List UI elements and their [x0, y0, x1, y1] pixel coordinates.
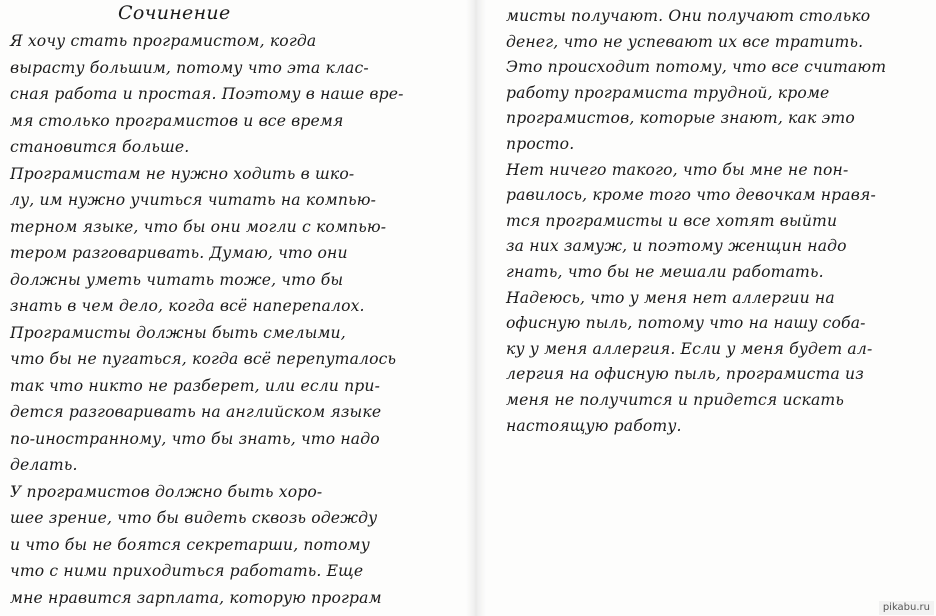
handwritten-line: тером разговаривать. Думаю, что они: [10, 244, 348, 262]
handwritten-line: Нет ничего такого, что бы мне не пон-: [506, 160, 849, 179]
handwritten-line: мя столько програмистов и все время: [10, 111, 344, 130]
handwritten-line: работу програмиста трудной, кроме: [506, 83, 830, 102]
handwritten-line: терном языке, что бы они могли с компью-: [10, 217, 387, 236]
handwritten-line: сная работа и простая. Поэтому в наше вре-: [10, 85, 404, 103]
right-column: [506, 0, 922, 600]
handwritten-line: по-иностранному, что бы знать, что надо: [10, 429, 380, 448]
essay-title: Сочинение: [118, 2, 231, 24]
handwritten-line: У програмистов должно быть хоро-: [10, 482, 323, 501]
handwritten-line: Програмистам не нужно ходить в шко-: [10, 164, 355, 183]
handwritten-line: Програмисты должны быть смелыми,: [10, 323, 346, 342]
left-column: [10, 0, 438, 607]
handwritten-line: мне нравится зарплата, которую програм: [10, 588, 382, 607]
left-column-lines: [10, 28, 404, 611]
handwritten-line: так что никто не разберет, или если при-: [10, 376, 381, 395]
handwritten-line: становится больше.: [10, 138, 190, 156]
handwritten-line: делать.: [10, 456, 78, 474]
handwritten-line: знать в чем дело, когда всё наперепалох.: [10, 297, 365, 315]
handwritten-line: меня не получится и придется искать: [506, 390, 845, 409]
right-column-lines: [506, 4, 886, 439]
handwritten-line: лергия на офисную пыль, програмиста из: [506, 365, 864, 384]
handwritten-line: Я хочу стать програмистом, когда: [10, 32, 317, 50]
handwritten-line: за них замуж, и поэтому женщин надо: [506, 237, 847, 256]
handwritten-line: програмистов, которые знают, как это: [506, 109, 855, 128]
handwritten-line: гнать, что бы не мешали работать.: [506, 262, 824, 281]
handwritten-line: должны уметь читать тоже, что бы: [10, 270, 344, 289]
handwritten-line: настоящую работу.: [506, 416, 682, 435]
handwritten-line: шее зрение, что бы видеть сквозь одежду: [10, 509, 378, 527]
handwritten-line: Надеюсь, что у меня нет аллергии на: [506, 288, 835, 307]
handwritten-line: мисты получают. Они получают столько: [506, 7, 871, 25]
handwritten-line: что бы не пугаться, когда всё перепуталось: [10, 350, 397, 368]
handwritten-line: лу, им нужно учиться читать на компью-: [10, 191, 377, 209]
watermark: pikabu.ru: [879, 601, 934, 615]
handwritten-line: просто.: [506, 134, 575, 153]
handwritten-line: дется разговаривать на английском языке: [10, 403, 382, 421]
handwritten-line: вырасту большим, потому что эта клас-: [10, 58, 369, 77]
handwritten-line: ку у меня аллергия. Если у меня будет ал-: [506, 339, 873, 358]
handwritten-line: что с ними приходиться работать. Еще: [10, 562, 364, 580]
handwritten-line: и что бы не боятся секретарши, потому: [10, 535, 370, 554]
handwritten-line: равилось, кроме того что девочкам нравя-: [506, 186, 876, 205]
page-fold-shadow: [466, 0, 486, 616]
handwritten-line: Это происходит потому, что все считают: [506, 58, 887, 77]
handwritten-line: денег, что не успевают их все тратить.: [506, 32, 864, 51]
handwritten-line: тся програмисты и все хотят выйти: [506, 211, 838, 230]
handwritten-line: офисную пыль, потому что на нашу соба-: [506, 314, 866, 333]
